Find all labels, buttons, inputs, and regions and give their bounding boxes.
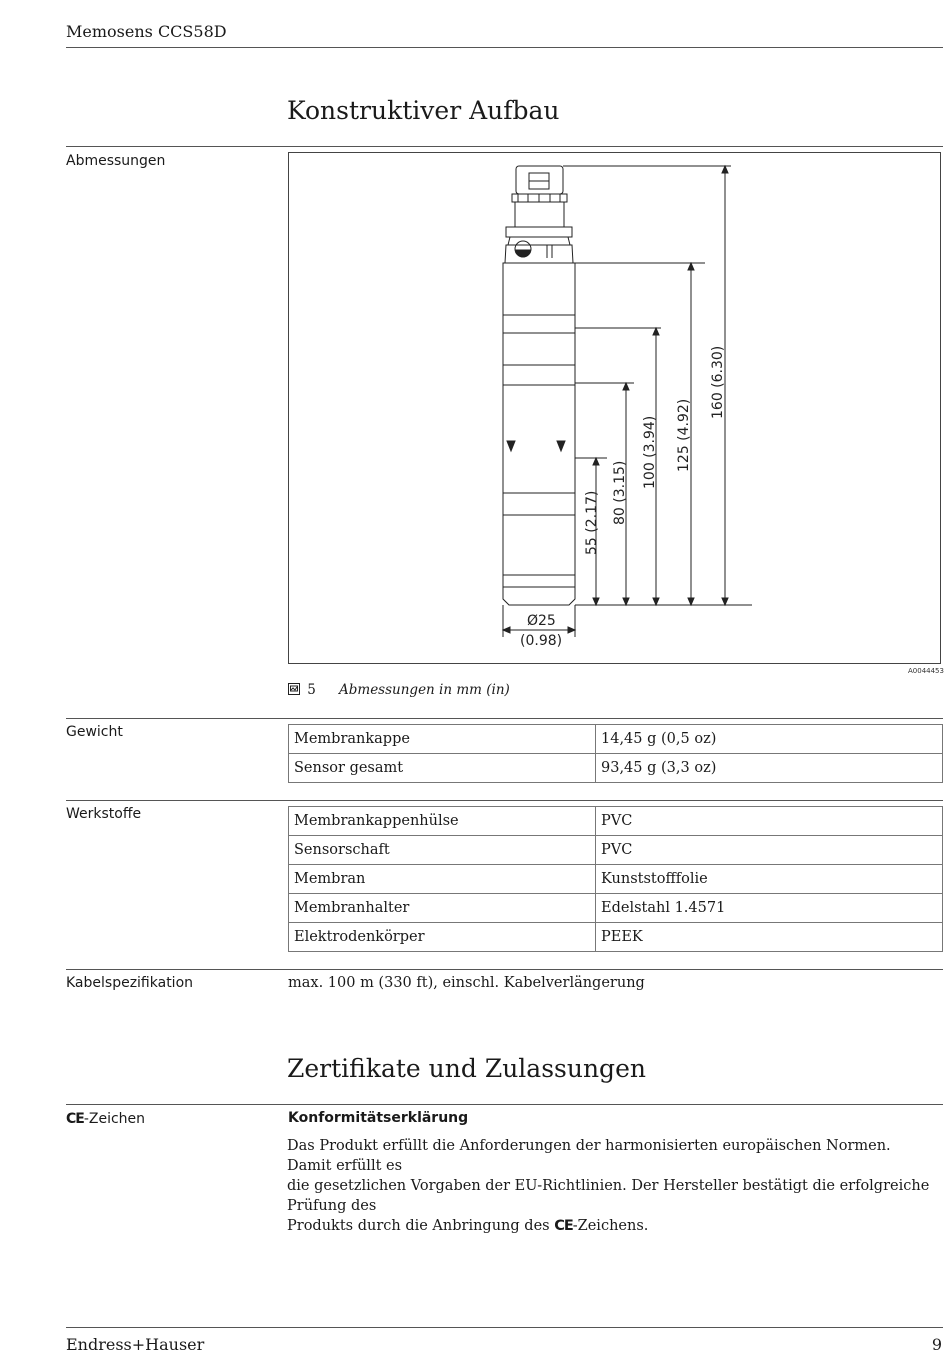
werkstoffe-table (288, 806, 943, 952)
section-rule-kabel (66, 969, 943, 970)
dim-label-160: 160 (6.30) (710, 345, 726, 419)
label-abmessungen: Abmessungen (66, 153, 166, 169)
table-cell: Membrankappe (289, 725, 596, 754)
section-rule-abmessungen (66, 146, 943, 147)
footer-brand: Endress+Hauser (66, 1335, 205, 1354)
table-row (289, 807, 943, 836)
paragraph-line (287, 1216, 937, 1236)
section-rule-werkstoffe (66, 800, 943, 801)
table-cell: Elektrodenkörper (289, 923, 596, 952)
header-rule (66, 47, 943, 48)
table-cell: Kunststofffolie (596, 865, 943, 894)
table-cell: Membranhalter (289, 894, 596, 923)
dimension-drawing-frame (288, 152, 941, 664)
ce-mark-icon: CE (66, 1111, 84, 1127)
label-werkstoffe: Werkstoffe (66, 806, 142, 822)
figure-icon (288, 683, 300, 695)
page-number: 9 (931, 1335, 942, 1354)
table-cell: 93,45 g (3,3 oz) (596, 754, 943, 783)
table-cell: Edelstahl 1.4571 (596, 894, 943, 923)
paragraph-line: Das Produkt erfüllt die Anforderungen der harmonisierten europäischen Normen. Damit erfüllt es (287, 1138, 891, 1174)
gewicht-table (288, 724, 943, 783)
label-ce-zeichen (66, 1111, 145, 1127)
dim-label-125: 125 (4.92) (676, 398, 692, 472)
label-kabelspezifikation: Kabelspezifikation (66, 975, 194, 991)
table-cell: Membran (289, 865, 596, 894)
paragraph-line: die gesetzlichen Vorgaben der EU-Richtlinien. Der Hersteller bestätigt die erfolgreiche Prüfung des (287, 1178, 930, 1214)
section-rule-ce (66, 1104, 943, 1105)
dim-label-diameter-inch: (0.98) (520, 633, 563, 649)
table-cell: PVC (596, 807, 943, 836)
footer-rule (66, 1327, 943, 1328)
paragraph-line-end: -Zeichens. (572, 1218, 649, 1234)
table-row (289, 725, 943, 754)
paragraph-line-text: Produkts durch die Anbringung des (287, 1218, 550, 1234)
table-row (289, 754, 943, 783)
figure-id: A0044453 (908, 667, 944, 675)
table-row (289, 836, 943, 865)
table-row (289, 894, 943, 923)
konformitaet-paragraph (287, 1136, 937, 1236)
table-cell: Sensor gesamt (289, 754, 596, 783)
dim-label-100: 100 (3.94) (642, 415, 658, 489)
konformitaet-heading: Konformitätserklärung (288, 1110, 469, 1126)
figure-caption (288, 682, 510, 698)
section-title-zertifikate: Zertifikate und Zulassungen (287, 1054, 646, 1083)
sensor-connector-head (506, 166, 572, 258)
table-row (289, 865, 943, 894)
section-rule-gewicht (66, 718, 943, 719)
dim-label-55: 55 (2.17) (584, 490, 600, 555)
kabel-value: max. 100 m (330 ft), einschl. Kabelverlängerung (288, 975, 645, 991)
table-cell: Sensorschaft (289, 836, 596, 865)
running-header: Memosens CCS58D (66, 22, 227, 41)
table-cell: PVC (596, 836, 943, 865)
table-row (289, 923, 943, 952)
label-gewicht: Gewicht (66, 724, 123, 740)
sensor-dimension-drawing (289, 153, 940, 663)
label-ce-suffix: -Zeichen (83, 1111, 146, 1127)
dim-label-80: 80 (3.15) (612, 460, 628, 525)
sensor-shaft (503, 245, 575, 605)
table-cell: 14,45 g (0,5 oz) (596, 725, 943, 754)
table-cell: Membrankappenhülse (289, 807, 596, 836)
figure-caption-number: 5 (307, 682, 316, 698)
table-cell: PEEK (596, 923, 943, 952)
ce-mark-inline-icon: CE (554, 1218, 573, 1234)
dim-label-diameter: Ø25 (527, 613, 556, 629)
figure-caption-text: Abmessungen in mm (in) (339, 682, 510, 698)
section-title-konstruktiver-aufbau: Konstruktiver Aufbau (287, 96, 560, 125)
